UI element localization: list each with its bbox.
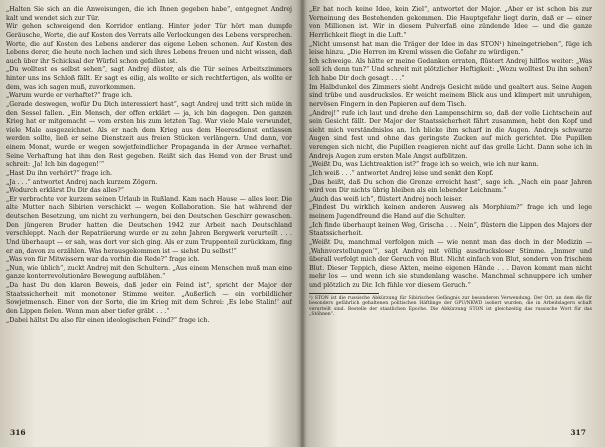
right-page-body [309,6,592,291]
footnote-rule [309,293,379,294]
left-page-body [6,6,292,325]
footnote: ¹) STON ist die russische Abkürzung für Sibirisches Gefängnis zur besonderen Verwendung. Der Ort, an dem die für besonders gefährlich gehaltenen politischen Häftlinge der GPU/NKWD isoliert wurden, die in Arbeitslagern schaft verurteilt sind. Bestelle der staatlichen Epoche. Die Abkürzung STON ist gleichzeitig das russische Wort für das „Stöhnen“. [309,295,592,318]
paragraph: „Halten Sie sich an die Anweisungen, die ich Ihnen gegeben habe“, entgegnet Andrej kalt und wendet sich zur Tür. [6,6,292,22]
paragraph: „Da hast Du den klaren Beweis, daß jeder ein Feind ist“, spricht der Major der Staatssicherheit mit monotoner Stimme weiter. „Außerlich — ein vorbildlicher Sowjetmensch. Einer von der Sorte, die im Krieg mit dem Schrei: ‚Es lebe Stalin!‘ auf den Lippen fielen. Wenn man aber tiefer gräbt . . .“ [6,282,292,315]
paragraph: Im Halbdunkel des Zimmers sieht Andrejs Gesicht müde und gealtert aus. Seine Augen sind trübe und ausdruckslos. Er weicht meinem Blick aus und klimpert mit unruhigen, nervösen Fingern in den Papieren auf dem Tisch. [309,83,592,108]
paragraph: „Hast Du ihn verhört?“ frage ich. [6,169,113,177]
paragraph: „Ich weiß . . .“ antwortet Andrej leise und senkt den Kopf. [309,169,494,177]
right-page [309,6,592,438]
paragraph: „Andrej!“ rufe ich laut und drehe den Lampenschirm so, daß der volle Lichtschein auf sein Gesicht fällt. Der Major der Staatssicherheit fährt zusammen, hebt den Kopf und sieht mich verständnislos an. Ich blicke ihm scharf in die Augen. Andrejs schwarze Augen sind fest und ohne das geringste Zucken auf mich gerichtet. Die Pupillen verengen sich nicht, die Pupillen reagieren nicht auf das grelle Licht. Dann sehe ich in Andrejs Augen zum ersten Male Angst aufblitzen. [309,109,592,160]
paragraph: „Er hat noch keine Idee, kein Ziel“, antwortet der Major. „Aber er ist schon bis zur Verneinung des Bestehenden gekommen. Die Hauptgefahr liegt darin, daß er — einer von Millionen ist. Wir in diesem Pulverfaß eine zündende Idee — und die ganze Herrlichkeit fliegt in die Luft.“ [309,6,592,39]
paragraph: „Nun, wie üblich“, zuckt Andrej mit den Schultern. „Aus einem Menschen muß man eine ganze konterrevolutionäre Bewegung aufblähen.“ [6,264,292,281]
paragraph: „Findest Du wirklich keinen anderen Ausweg als Morphium?“ frage ich und lege meinem Jugendfreund die Hand auf die Schulter. [309,204,592,220]
paragraph: „Ja . . .“ antwortet Andrej nach kurzem Zögern. [6,178,158,186]
paragraph: „Gerade deswegen, wofür Du Dich interessiert hast“, sagt Andrej und tritt sich müde in den Sessel fallen. „Ein Mensch, der offen erklärt — ja, ich bin dagegen. Den ganzen Krieg hat er mitgemacht — vom ersten bis zum letzten Tag. War viele Male verwundet, viele Male ausgezeichnet. Als er nach dem Krieg aus dem Heeresdienst entlassen werden sollte, ließ er seine Dienstzeit aus freien Stücken verlängern. Und dann, vor einem Monat, wurde er wegen sowjetfeindlicher Propaganda in der Armee verhaftet. Seine Verhaftung hat ihm den Rest gegeben. Reißt sich das Hemd von der Brust und schreit: ‚Ja! Ich bin dagegen!‘“ [6,100,292,169]
left-page [6,6,292,438]
paragraph: „Das heißt, daß Du schon die Grenze erreicht hast“, sage ich. „Nach ein paar Jahren wird von Dir nichts übrig bleiben als ein lebender Leichnam.“ [309,178,592,195]
paragraph: Ich schweige. Als hätte er meine Gedanken erraten, flüstert Andrej hilflos weiter: „Was soll ich denn tun?“ Und schreit mit plötzlicher Heftigkeit: „Wozu wolltest Du ihn sehen? Ich habe Dir doch gesagt . . .“ [309,57,592,82]
paragraph: „Ich finde überhaupt keinen Weg, Grischa . . . Nein“, flüstern die Lippen des Majors der Staatssicherheit. [309,221,592,238]
page-number-left: 316 [10,428,26,438]
paragraph: „Du wolltest es selbst sehen“, sagt Andrej düster, als die Tür seines Arbeitszimmers hinter uns ins Schloß fällt. Er sagt es eilig, als wollte er sich rechtfertigen, als wollte er dem, was ich sagen muß, zuvorkommen. [6,66,292,91]
paragraph: „Nicht umsonst hat man die Träger der Idee in das STON¹) hineingetrieben“, füge ich leise hinzu. „Die Herren im Kreml wissen die Gefahr zu würdigen.“ [309,40,592,57]
paragraph: „Was von für Mitwissern war da vorhin die Rede?“ frage ich. [6,256,200,264]
book-gutter [296,0,308,447]
paragraph: „Er verbrachte vor kurzem seinen Urlaub in Rußland. Kam nach Hause — alles leer. Die alte Mutter nach Sibirien verschickt — wegen Kollaboration. Sie hat während der deutschen Besetzung, um nicht zu verhungern, bei den Deutschen Geschirr gewaschen. Den jüngeren Bruder hatten die Deutschen 1942 zur Arbeit nach Deutschland verschleppt. Nach der Repatriierung wurde er zu zehn Jahren Bergwerk verurteilt . . . Und überhaupt — er sah, was dort vor sich ging. Als er zum Truppenteil zurückkam, fing er an, davon zu erzählen. Was herausgekommen ist — siehst Du selbst!“ [6,195,292,255]
paragraph: „Warum wurde er verhaftet?“ frage ich. [6,92,133,100]
paragraph: „Weißt Du, was Lichtreaktion ist?“ frage ich so weich, wie ich nur kann. [309,161,539,169]
paragraph: „Wodurch erklärst Du Dir das alles?“ [6,187,124,195]
page-number-right: 317 [570,428,586,438]
paragraph: „Dabei hältst Du also für einen ideologischen Feind?“ frage ich. [6,316,210,324]
paragraph: „Weißt Du, manchmal verfolgen mich — wie nennt man das doch in der Medizin — ‚Wahnvorstellungen‘“, sagt Andrej mit völlig ausdrucksloser Stimme. „Immer und überall verfolgt mich der Geruch von Blut. Nicht einfach von Blut, sondern von frischem Blut. Dieser Teppich, diese Akten, meine eigenen Hände . . . Davon kommt man nicht mehr los — und wenn ich sie stundenlang wasche. Manchmal schnuppere ich umher und plötzlich zu Dir. Ich fühle vor diesem Geruch.“ [309,238,592,289]
paragraph: Wir gehen schweigend den Korridor entlang. Hinter jeder Tür hört man dumpfe Geräusche, Worte, die auf Kosten des Verrats alle Verlockungen des Lebens versprechen. Worte, die auf Kosten des Lebens anderer das eigene Leben schonen. Auf Kosten des Lebens derer, die heute noch lachen und sich ihres Lebens freuen und nicht wissen, daß auch über ihr Schicksal der Würfel schon gefallen ist. [6,23,292,65]
paragraph: „Auch das weiß ich“, flüstert Andrej noch leiser. [309,195,463,203]
